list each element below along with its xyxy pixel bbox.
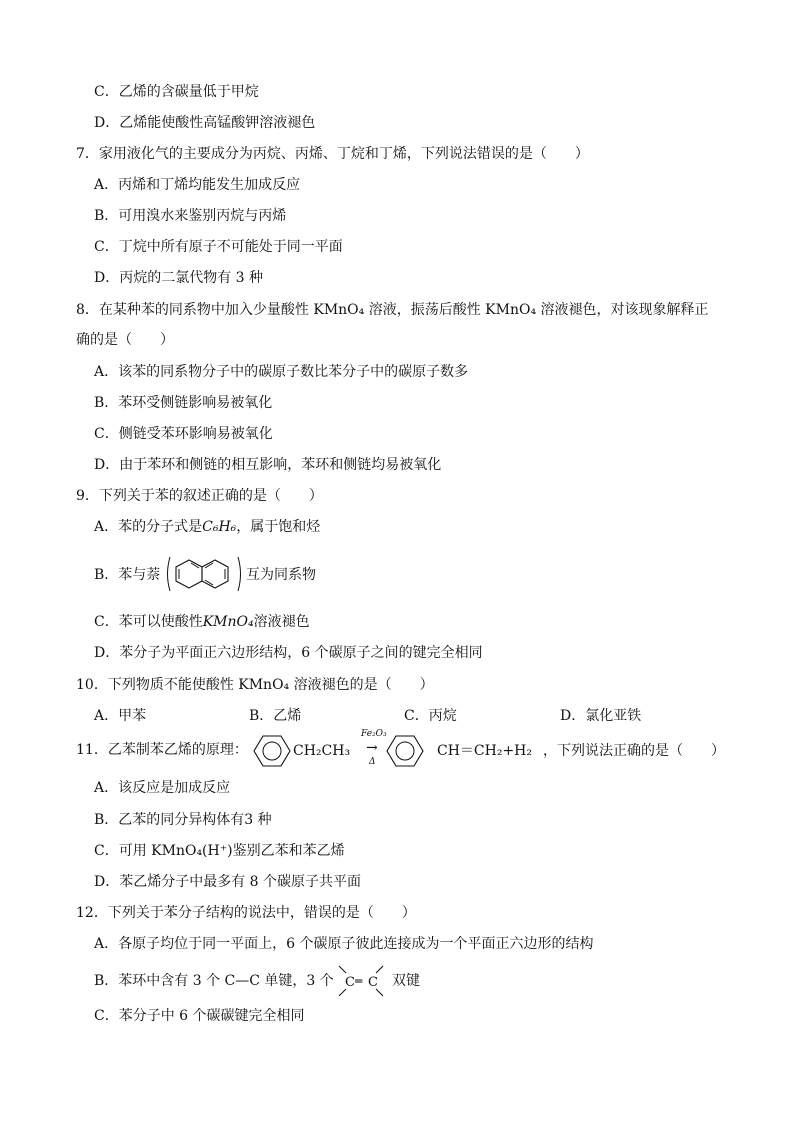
naphthalene-structure-icon xyxy=(164,551,244,597)
q12-option-c: C．苯分子中 6 个碳碳键完全相同 xyxy=(94,1008,305,1024)
q12-option-b-label: B．苯环中含有 3 个 C—C 单键，3 个 xyxy=(94,973,334,989)
double-bond-carbon-right: C xyxy=(368,975,378,990)
q7-option-a: A．丙烯和丁烯均能发生加成反应 xyxy=(94,177,301,193)
reaction-condition-catalyst: Fe₂O₃ xyxy=(361,729,387,739)
q8-option-b: B．苯环受侧链影响易被氧化 xyxy=(94,395,273,411)
q9-c-text-pre: C．苯可以使酸性 xyxy=(94,614,203,630)
q12-option-b-suffix: 双键 xyxy=(392,973,420,989)
q8-option-c: C．侧链受苯环影响易被氧化 xyxy=(94,426,273,442)
q9-option-a xyxy=(94,517,320,537)
q9-option-d: D．苯分子为平面正六边形结构，6 个碳原子之间的键完全相同 xyxy=(94,645,483,661)
question-9: 9．下列关于苯的叙述正确的是（ ） xyxy=(76,488,323,504)
benzene-ring-icon xyxy=(252,734,292,768)
q10-option-b: B．乙烯 xyxy=(249,708,302,724)
question-7: 7．家用液化气的主要成分为丙烷、丙烯、丁烷和丁烯，下列说法错误的是（ ） xyxy=(76,146,589,162)
double-bond-carbon-left: C xyxy=(345,975,355,990)
q12-option-a: A．各原子均位于同一平面上，6 个碳原子彼此连接成为一个平面正六边形的结构 xyxy=(94,936,594,952)
reaction-arrow: → xyxy=(366,740,378,756)
q9-c-text-post: 溶液褪色 xyxy=(253,614,310,630)
q9-option-c xyxy=(94,612,310,632)
q8-option-a: A．该苯的同系物分子中的碳原子数比苯分子中的碳原子数多 xyxy=(94,364,469,380)
q6-option-c: C．乙烯的含碳量低于甲烷 xyxy=(94,84,259,100)
q9-a-formula: C₆H₆ xyxy=(202,519,237,535)
q7-option-b: B．可用溴水来鉴别丙烷与丙烯 xyxy=(94,208,287,224)
question-11-label: 11．乙苯制苯乙烯的原理： xyxy=(76,742,248,758)
question-8-line-2: 确的是（ ） xyxy=(76,332,174,348)
q6-option-d: D．乙烯能使酸性高锰酸钾溶液褪色 xyxy=(94,115,316,131)
reaction-condition-heat: Δ xyxy=(369,757,376,767)
q9-a-text-pre: A．苯的分子式是 xyxy=(94,519,203,535)
q10-option-a: A．甲苯 xyxy=(94,708,147,724)
carbon-double-bond-structure xyxy=(336,963,386,999)
q7-option-d: D．丙烷的二氯代物有 3 种 xyxy=(94,270,264,286)
double-bond-sign: ═ xyxy=(355,974,363,988)
q9-c-formula: KMnO₄ xyxy=(202,614,254,630)
question-12: 12．下列关于苯分子结构的说法中，错误的是（ ） xyxy=(76,905,416,921)
q10-option-c: C．丙烷 xyxy=(404,708,457,724)
q9-option-b-suffix: 互为同系物 xyxy=(246,567,316,583)
question-11-suffix: ，下列说法正确的是（ ） xyxy=(543,743,725,759)
q9-option-b-label: B．苯与萘 xyxy=(94,567,161,583)
q10-option-d: D．氯化亚铁 xyxy=(560,708,642,724)
reaction-product: CH＝CH₂+H₂ xyxy=(437,743,533,759)
ethyl-group: CH₂CH₃ xyxy=(293,743,351,759)
benzene-ring-product-icon xyxy=(385,734,425,768)
q9-a-text-post: ，属于饱和烃 xyxy=(236,519,321,535)
question-8-line-1: 8．在某种苯的同系物中加入少量酸性 KMnO₄ 溶液，振荡后酸性 KMnO₄ 溶液褪色，对该现象解释正 xyxy=(76,302,709,318)
question-10: 10．下列物质不能使酸性 KMnO₄ 溶液褪色的是（ ） xyxy=(76,677,434,693)
q11-option-a: A．该反应是加成反应 xyxy=(94,780,231,796)
q10-options-row xyxy=(94,706,694,726)
q7-option-c: C．丁烷中所有原子不可能处于同一平面 xyxy=(94,239,343,255)
q11-option-d: D．苯乙烯分子中最多有 8 个碳原子共平面 xyxy=(94,874,362,890)
q8-option-d: D．由于苯环和侧链的相互影响，苯环和侧链均易被氧化 xyxy=(94,457,442,473)
q11-option-b: B．乙苯的同分异构体有3 种 xyxy=(94,812,272,828)
q11-option-c: C．可用 KMnO₄(H⁺)鉴别乙苯和苯乙烯 xyxy=(94,843,345,859)
